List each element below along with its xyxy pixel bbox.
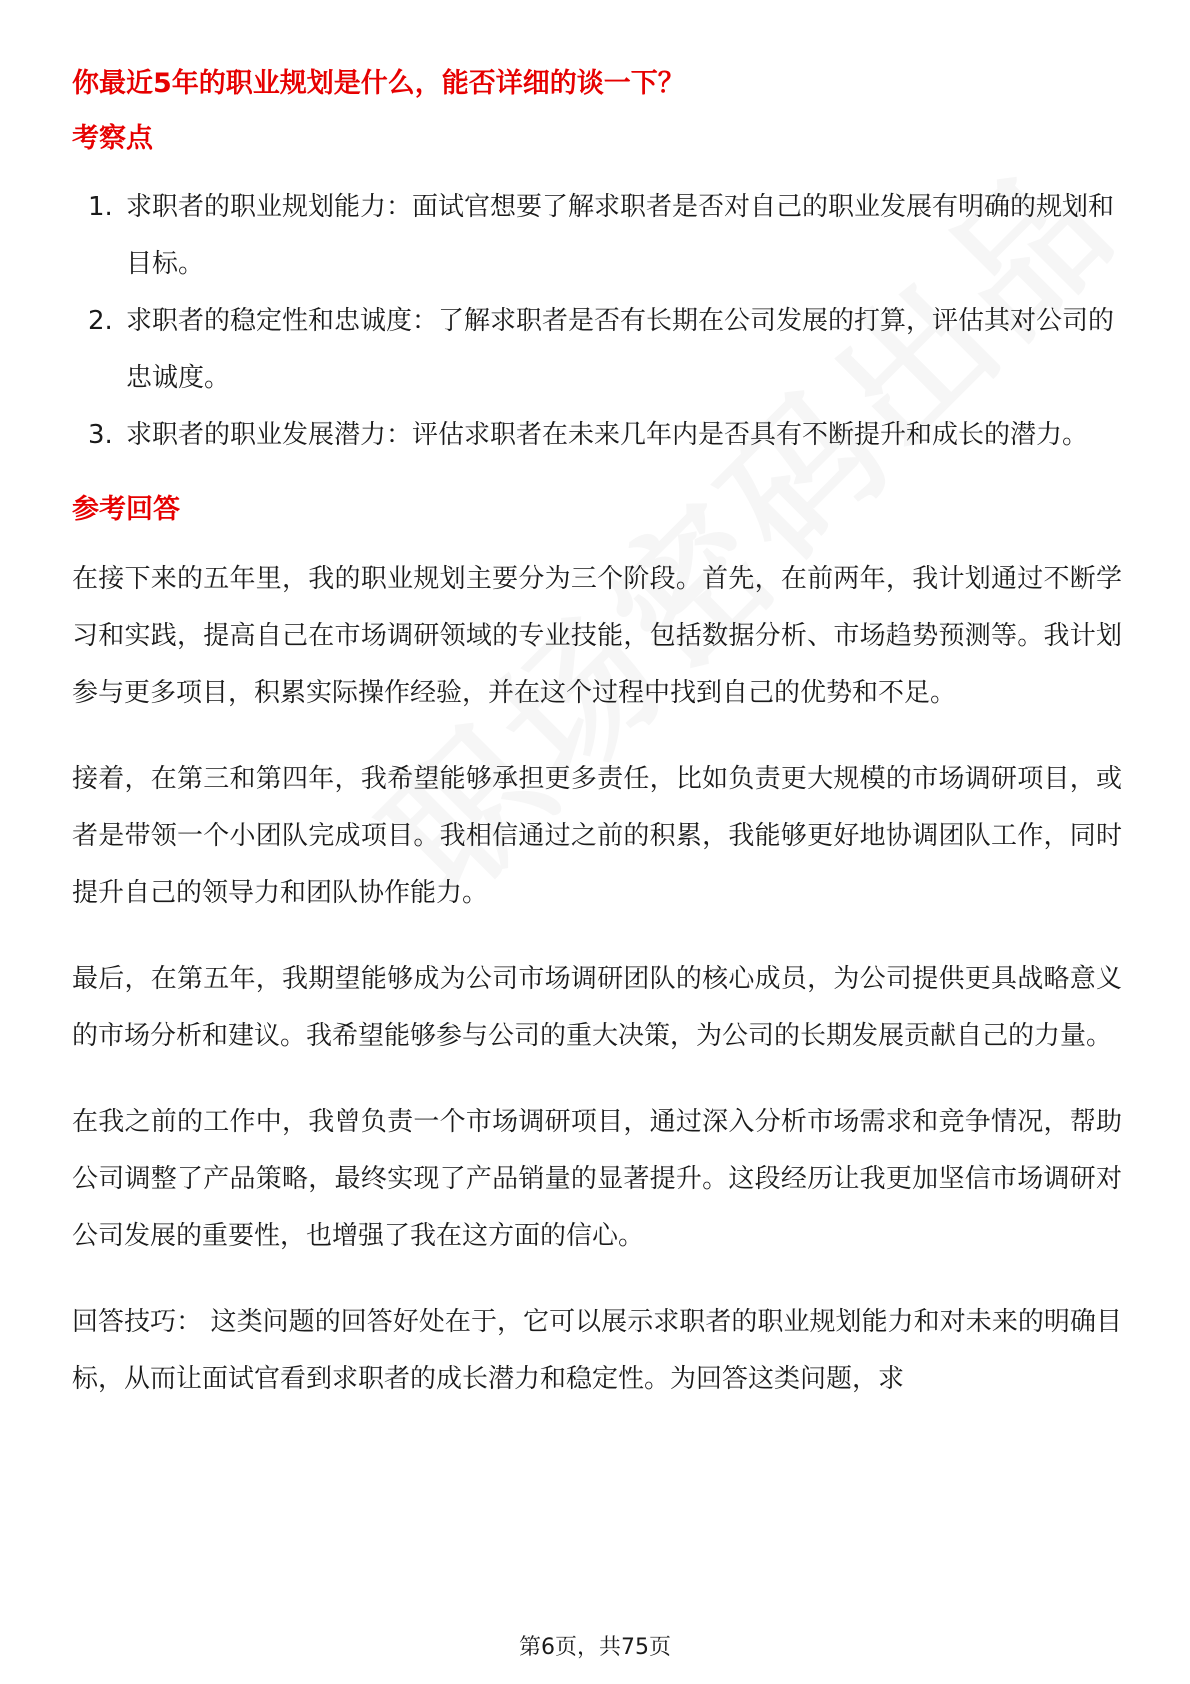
list-item-number: 2. <box>88 306 113 336</box>
answer-paragraph: 接着，在第三和第四年，我希望能够承担更多责任，比如负责更大规模的市场调研项目，或者是带领一个小团队完成项目。我相信通过之前的积累，我能够更好地协调团队工作，同时提升自己的领导力和团队协作能力。 <box>72 763 1122 908</box>
exam-points-heading: 考察点 <box>72 122 153 154</box>
reference-answer-heading: 参考回答 <box>72 494 180 525</box>
list-item-text: 求职者的职业规划能力：面试官想要了解求职者是否对自己的职业发展有明确的规划和目标。 <box>126 192 1115 279</box>
exam-points-list <box>72 179 1122 464</box>
answer-paragraph: 在接下来的五年里，我的职业规划主要分为三个阶段。首先，在前两年，我计划通过不断学习和实践，提高自己在市场调研领域的专业技能，包括数据分析、市场趋势预测等。我计划参与更多项目，积累实际操作经验，并在这个过程中找到自己的优势和不足。 <box>72 563 1122 708</box>
question-title: 你最近5年的职业规划是什么，能否详细的谈一下？ <box>72 68 685 99</box>
page-footer: 第6页，共75页 <box>519 1635 671 1660</box>
page-content <box>72 52 1122 1408</box>
list-item-number: 3. <box>88 420 113 450</box>
list-item <box>72 179 1122 293</box>
list-item-text: 求职者的稳定性和忠诚度：了解求职者是否有长期在公司发展的打算，评估其对公司的忠诚度。 <box>126 306 1115 393</box>
list-item-text: 求职者的职业发展潜力：评估求职者在未来几年内是否具有不断提升和成长的潜力。 <box>126 420 1089 450</box>
list-item <box>72 293 1122 407</box>
answer-tips-paragraph: 回答技巧： 这类问题的回答好处在于，它可以展示求职者的职业规划能力和对未来的明确目标，从而让面试官看到求职者的成长潜力和稳定性。为回答这类问题，求 <box>72 1306 1122 1394</box>
answer-paragraph: 在我之前的工作中，我曾负责一个市场调研项目，通过深入分析市场需求和竞争情况，帮助公司调整了产品策略，最终实现了产品销量的显著提升。这段经历让我更加坚信市场调研对公司发展的重要性，也增强了我在这方面的信心。 <box>72 1106 1122 1251</box>
list-item <box>72 407 1122 464</box>
list-item-number: 1. <box>88 192 113 222</box>
answer-paragraph: 最后，在第五年，我期望能够成为公司市场调研团队的核心成员，为公司提供更具战略意义的市场分析和建议。我希望能够参与公司的重大决策，为公司的长期发展贡献自己的力量。 <box>72 963 1122 1051</box>
